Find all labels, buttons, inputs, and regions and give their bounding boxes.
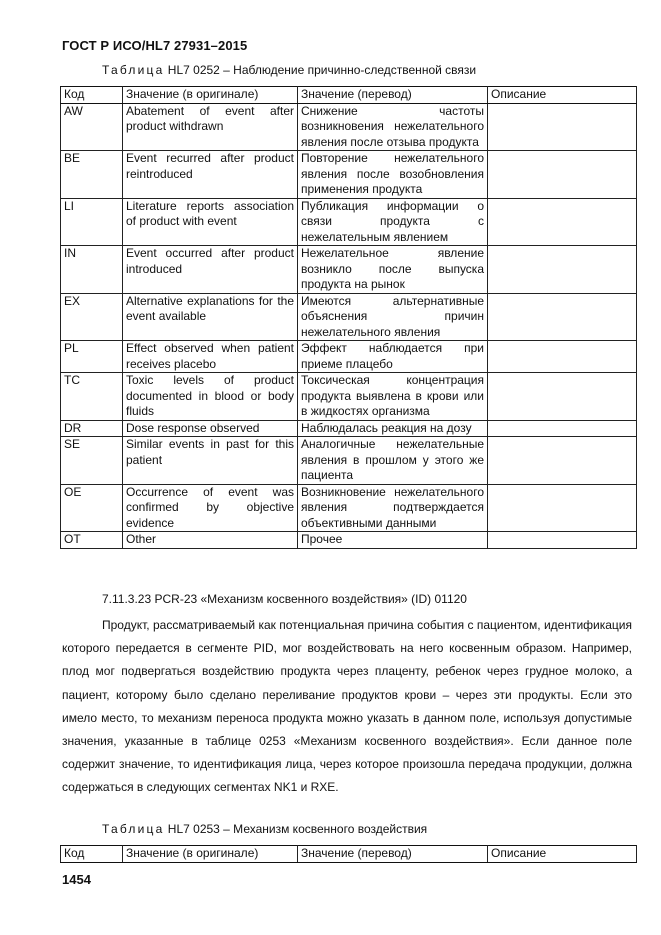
translation-value-cell: Повторение нежелательного явления после возобновления применения продукта bbox=[298, 151, 488, 199]
code-cell: BE bbox=[61, 151, 123, 199]
table-row bbox=[61, 198, 637, 246]
original-value-cell: Dose response observed bbox=[123, 420, 298, 437]
description-cell bbox=[488, 437, 637, 485]
translation-value-cell: Эффект наблюдается при приеме плацебо bbox=[298, 341, 488, 373]
table-row bbox=[61, 484, 637, 532]
translation-value-cell: Аналогичные нежелательные явления в прошлом у этого же пациента bbox=[298, 437, 488, 485]
translation-value-cell: Снижение частоты возникновения нежелательного явления после отзыва продукта bbox=[298, 103, 488, 151]
translation-value-cell: Наблюдалась реакция на дозу bbox=[298, 420, 488, 437]
table-0252-caption bbox=[102, 63, 476, 77]
column-header-translation: Значение (перевод) bbox=[298, 846, 488, 863]
table-0252-body bbox=[61, 103, 637, 548]
column-header-code: Код bbox=[61, 846, 123, 863]
original-value-cell: Abatement of event after product withdrawn bbox=[123, 103, 298, 151]
description-cell bbox=[488, 103, 637, 151]
original-value-cell: Other bbox=[123, 532, 298, 549]
translation-value-cell: Нежелательное явление возникло после выпуска продукта на рынок bbox=[298, 246, 488, 294]
column-header-original: Значение (в оригинале) bbox=[123, 87, 298, 104]
description-cell bbox=[488, 341, 637, 373]
description-cell bbox=[488, 246, 637, 294]
code-cell: OT bbox=[61, 532, 123, 549]
section-title: 7.11.3.23 PCR-23 «Механизм косвенного воздействия» (ID) 01120 bbox=[102, 592, 467, 606]
code-cell: PL bbox=[61, 341, 123, 373]
code-cell: IN bbox=[61, 246, 123, 294]
table-row bbox=[61, 420, 637, 437]
original-value-cell: Alternative explanations for the event available bbox=[123, 293, 298, 341]
section-paragraph bbox=[62, 614, 632, 800]
description-cell bbox=[488, 420, 637, 437]
table-row bbox=[61, 373, 637, 421]
translation-value-cell: Публикация информации о связи продукта с нежелательным явлением bbox=[298, 198, 488, 246]
table-row bbox=[61, 532, 637, 549]
description-cell bbox=[488, 484, 637, 532]
original-value-cell: Literature reports association of product with event bbox=[123, 198, 298, 246]
description-cell bbox=[488, 293, 637, 341]
table-header-row bbox=[61, 846, 637, 863]
description-cell bbox=[488, 373, 637, 421]
column-header-translation: Значение (перевод) bbox=[298, 87, 488, 104]
table-caption-text: HL7 0253 – Механизм косвенного воздействия bbox=[167, 822, 428, 836]
table-caption-prefix: Таблица bbox=[102, 822, 165, 836]
translation-value-cell: Прочее bbox=[298, 532, 488, 549]
original-value-cell: Similar events in past for this patient bbox=[123, 437, 298, 485]
code-cell: SE bbox=[61, 437, 123, 485]
description-cell bbox=[488, 532, 637, 549]
table-row bbox=[61, 293, 637, 341]
table-header-row bbox=[61, 87, 637, 104]
table-row bbox=[61, 341, 637, 373]
code-cell: LI bbox=[61, 198, 123, 246]
original-value-cell: Occurrence of event was confirmed by objective evidence bbox=[123, 484, 298, 532]
original-value-cell: Event occurred after product introduced bbox=[123, 246, 298, 294]
table-row bbox=[61, 246, 637, 294]
table-0253-caption bbox=[102, 822, 427, 836]
original-value-cell: Effect observed when patient receives placebo bbox=[123, 341, 298, 373]
translation-value-cell: Имеются альтернативные объяснения причин нежелательного явления bbox=[298, 293, 488, 341]
original-value-cell: Toxic levels of product documented in blood or body fluids bbox=[123, 373, 298, 421]
table-row bbox=[61, 151, 637, 199]
section-paragraph-text: Продукт, рассматриваемый как потенциальная причина события с пациентом, идентификация которого передается в сегменте PID, мог воздействовать на него косвенным образом. Например, плод мог подвергаться воздействию продукта через плаценту, ребенок через грудное молоко, а пациент, которому было сделано переливание продуктов крови – через эти продукты. Если это имело место, то механизм переноса продукта можно указать в данном поле, используя допустимые значения, указанные в таблице 0253 «Механизм косвенного воздействия». Если данное поле содержит значение, то идентификация лица, через которое произошла передача продукции, должна содержаться в следующих сегментах NK1 и RXE. bbox=[62, 618, 632, 795]
original-value-cell: Event recurred after product reintroduced bbox=[123, 151, 298, 199]
table-caption-text: HL7 0252 – Наблюдение причинно-следственной связи bbox=[167, 63, 477, 77]
table-row bbox=[61, 437, 637, 485]
description-cell bbox=[488, 151, 637, 199]
code-cell: EX bbox=[61, 293, 123, 341]
table-0252 bbox=[60, 86, 637, 549]
translation-value-cell: Возникновение нежелательного явления подтверждается объективными данными bbox=[298, 484, 488, 532]
document-header: ГОСТ Р ИСО/HL7 27931–2015 bbox=[62, 38, 248, 53]
code-cell: OE bbox=[61, 484, 123, 532]
table-caption-prefix: Таблица bbox=[102, 63, 165, 77]
column-header-original: Значение (в оригинале) bbox=[123, 846, 298, 863]
code-cell: TC bbox=[61, 373, 123, 421]
table-0253 bbox=[60, 845, 637, 863]
page-number: 1454 bbox=[62, 872, 91, 887]
table-row bbox=[61, 103, 637, 151]
translation-value-cell: Токсическая концентрация продукта выявлена в крови или в жидкостях организма bbox=[298, 373, 488, 421]
code-cell: DR bbox=[61, 420, 123, 437]
code-cell: AW bbox=[61, 103, 123, 151]
column-header-code: Код bbox=[61, 87, 123, 104]
column-header-description: Описание bbox=[488, 846, 637, 863]
column-header-description: Описание bbox=[488, 87, 637, 104]
description-cell bbox=[488, 198, 637, 246]
